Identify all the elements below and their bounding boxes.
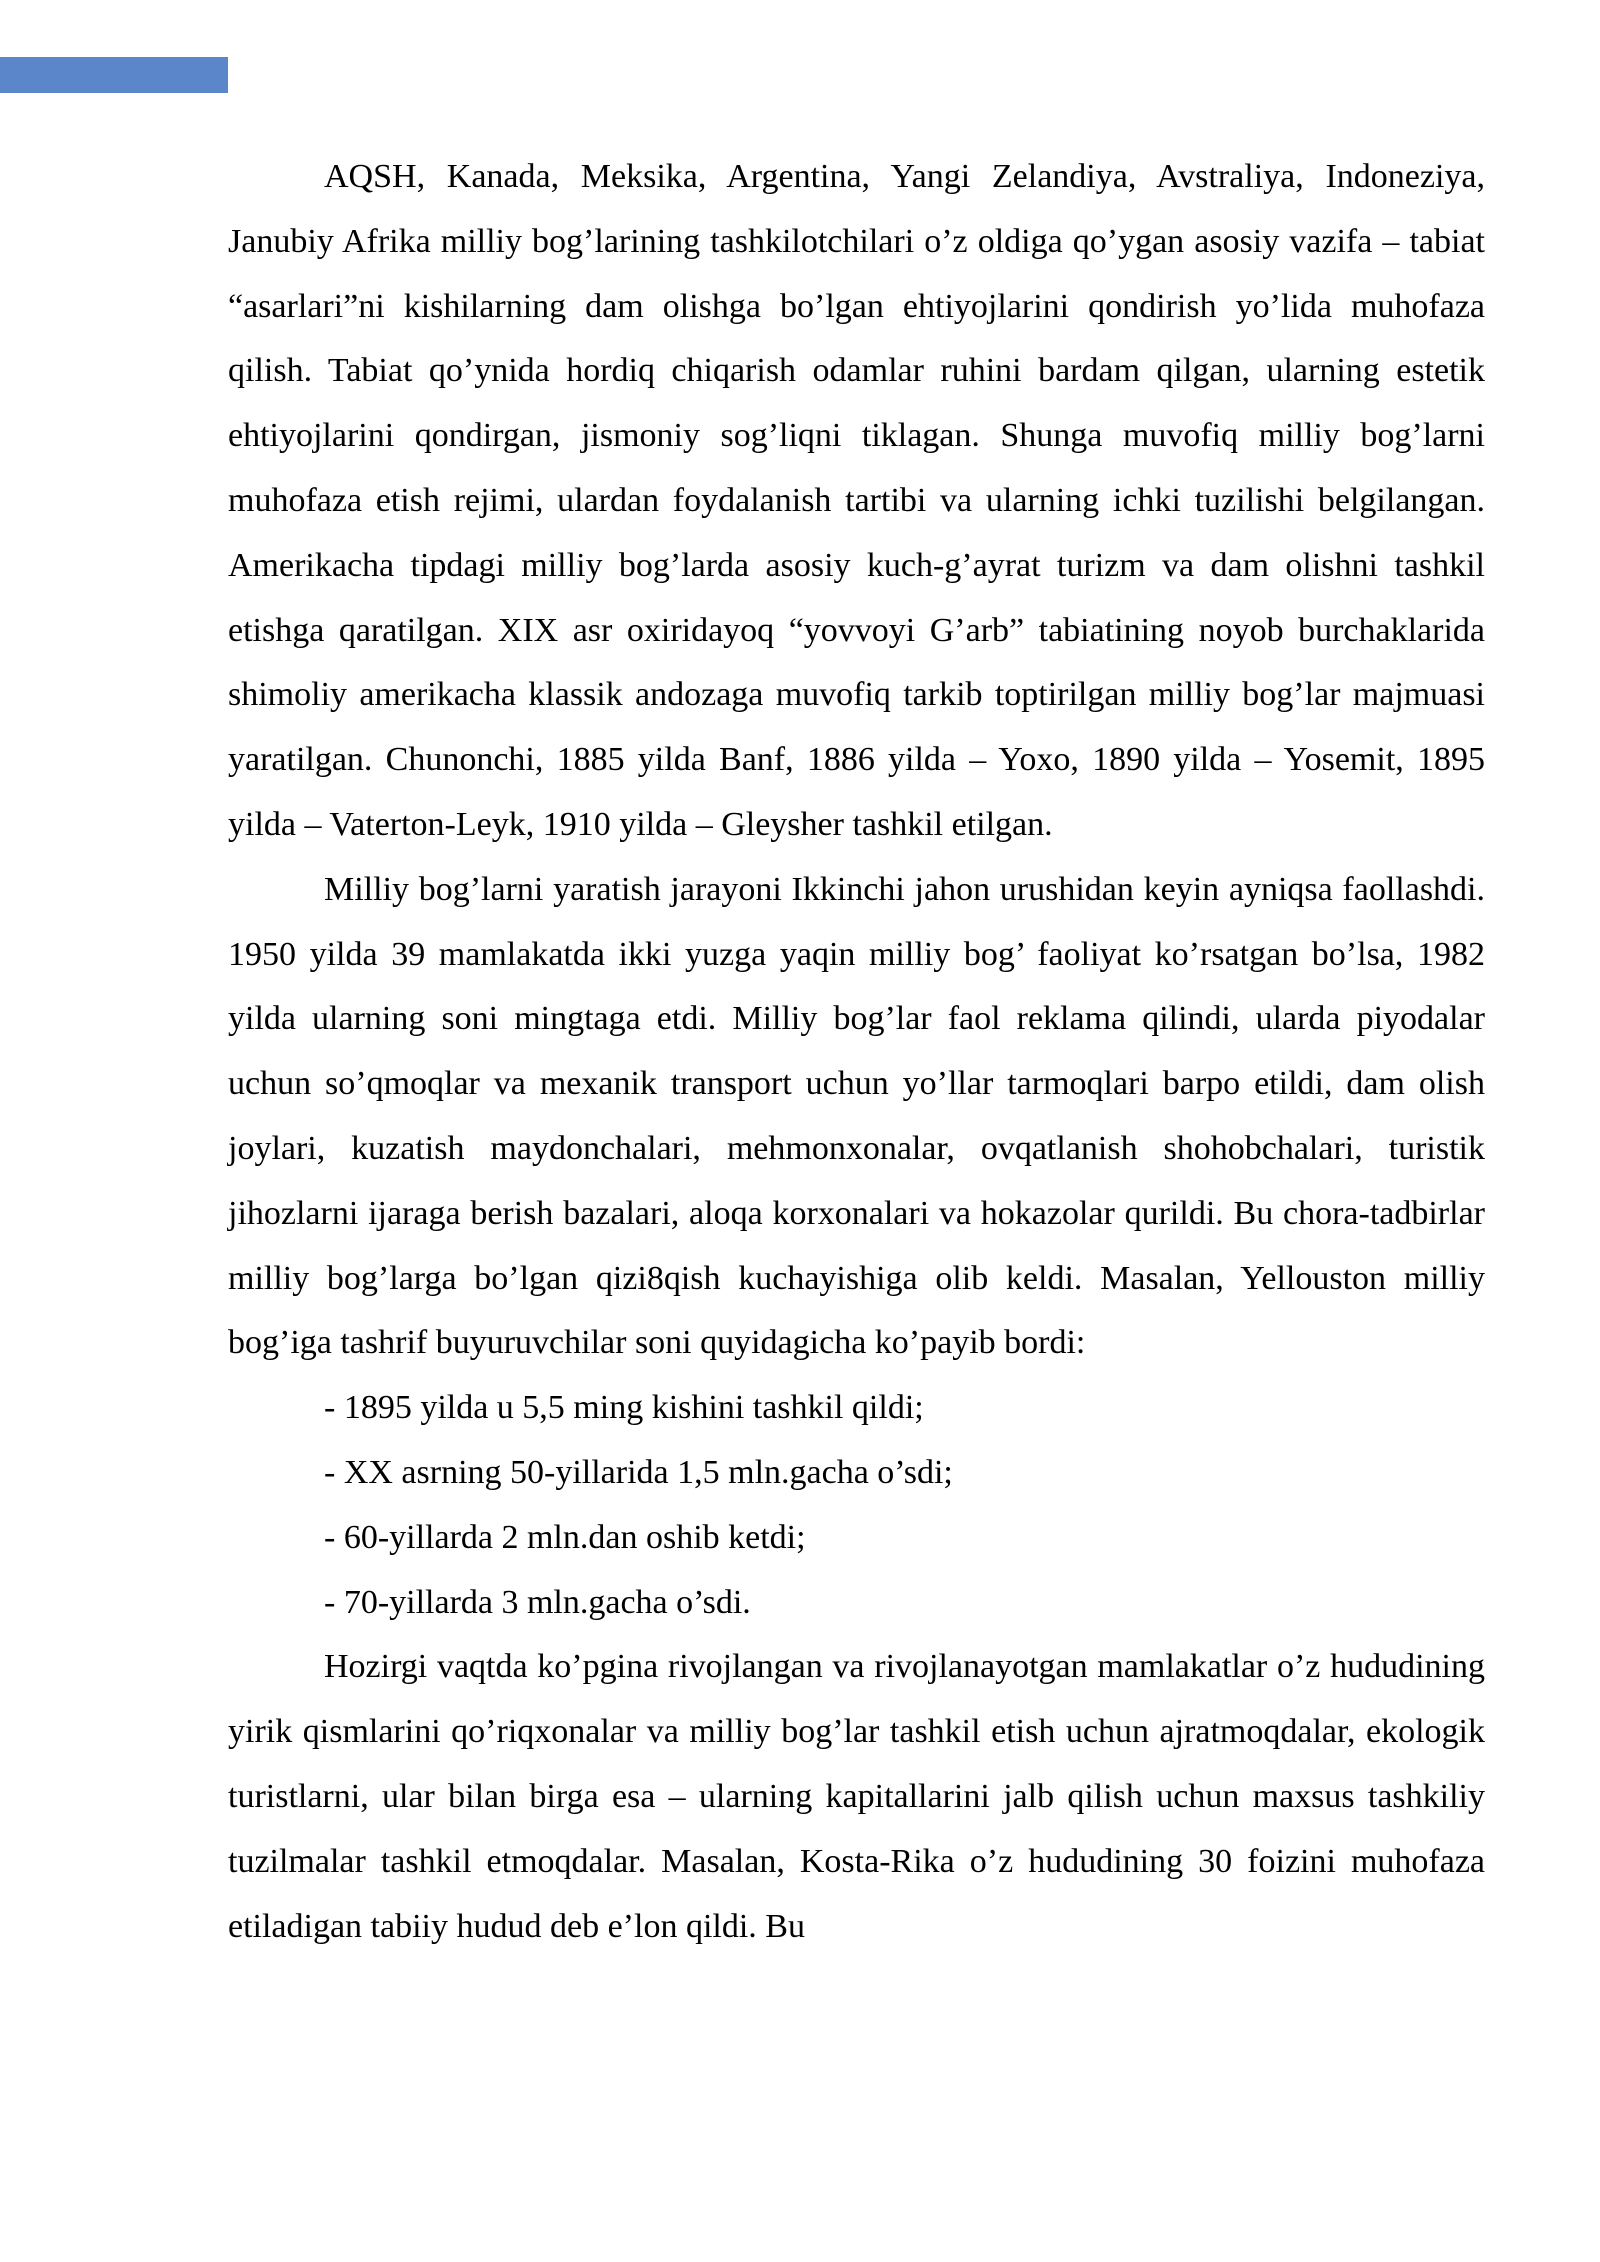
paragraph-2: Milliy bog’larni yaratish jarayoni Ikkinchi jahon urushidan keyin ayniqsa faollashdi. 1950 yilda 39 mamlakatda ikki yuzga yaqin milliy bog’ faoliyat ko’rsatgan bo’lsa, 1982 yilda ularning soni mingtaga etdi. Milliy bog’lar faol reklama qilindi, ularda piyodalar uchun so’qmoqlar va mexanik transport uchun yo’llar tarmoqlari barpo etildi, dam olish joylari, kuzatish maydonchalari, mehmonxonalar, ovqatlanish shohobchalari, turistik jihozlarni ijaraga berish bazalari, aloqa korxonalari va hokazolar qurildi. Bu chora-tadbirlar milliy bog’larga bo’lgan qizi8qish kuchayishiga olib keldi. Masalan, Yellouston milliy bog’iga tashrif buyuruvchilar soni quyidagicha ko’payib bordi: — [228, 870, 1485, 1362]
list-item: - 60-yillarda 2 mln.dan oshib ketdi; — [324, 1518, 806, 1556]
header-accent-bar — [0, 57, 228, 93]
paragraph-1: AQSH, Kanada, Meksika, Argentina, Yangi Zelandiya, Avstraliya, Indoneziya, Janubiy Afrika milliy bog’larining tashkilotchilari o’z oldiga qo’ygan asosiy vazifa – tabiat “asarlari”ni kishilarning dam olishga bo’lgan ehtiyojlarini qondirish yo’lida muhofaza qilish. Tabiat qo’ynida hordiq chiqarish odamlar ruhini bardam qilgan, ularning estetik ehtiyojlarini qondirgan, jismoniy sog’liqni tiklagan. Shunga muvofiq milliy bog’larni muhofaza etish rejimi, ulardan foydalanish tartibi va ularning ichki tuzilishi belgilangan. Amerikacha tipdagi milliy bog’larda asosiy kuch-g’ayrat turizm va dam olishni tashkil etishga qaratilgan. XIX asr oxiridayoq “yovvoyi G’arb” tabiatining noyob burchaklarida shimoliy amerikacha klassik andozaga muvofiq tarkib toptirilgan milliy bog’lar majmuasi yaratilgan. Chunonchi, 1885 yilda Banf, 1886 yilda – Yoxo, 1890 yilda – Yosemit, 1895 yilda – Vaterton-Leyk, 1910 yilda – Gleysher tashkil etilgan. — [228, 158, 1485, 843]
list-item: - 1895 yilda u 5,5 ming kishini tashkil qildi; — [324, 1389, 924, 1427]
paragraph-3: Hozirgi vaqtda ko’pgina rivojlangan va rivojlanayotgan mamlakatlar o’z hududining yirik qismlarini qo’riqxonalar va milliy bog’lar tashkil etish uchun ajratmoqdalar, ekologik turistlarni, ular bilan birga esa – ularning kapitallarini jalb qilish uchun maxsus tashkiliy tuzilmalar tashkil etmoqdalar. Masalan, Kosta-Rika o’z hududining 30 foizini muhofaza etiladigan tabiiy hudud deb e’lon qildi. Bu — [228, 1648, 1485, 1945]
list-item: - XX asrning 50-yillarida 1,5 mln.gacha o’sdi; — [324, 1453, 953, 1491]
list-item: - 70-yillarda 3 mln.gacha o’sdi. — [324, 1583, 751, 1621]
document-body — [228, 145, 1485, 1959]
